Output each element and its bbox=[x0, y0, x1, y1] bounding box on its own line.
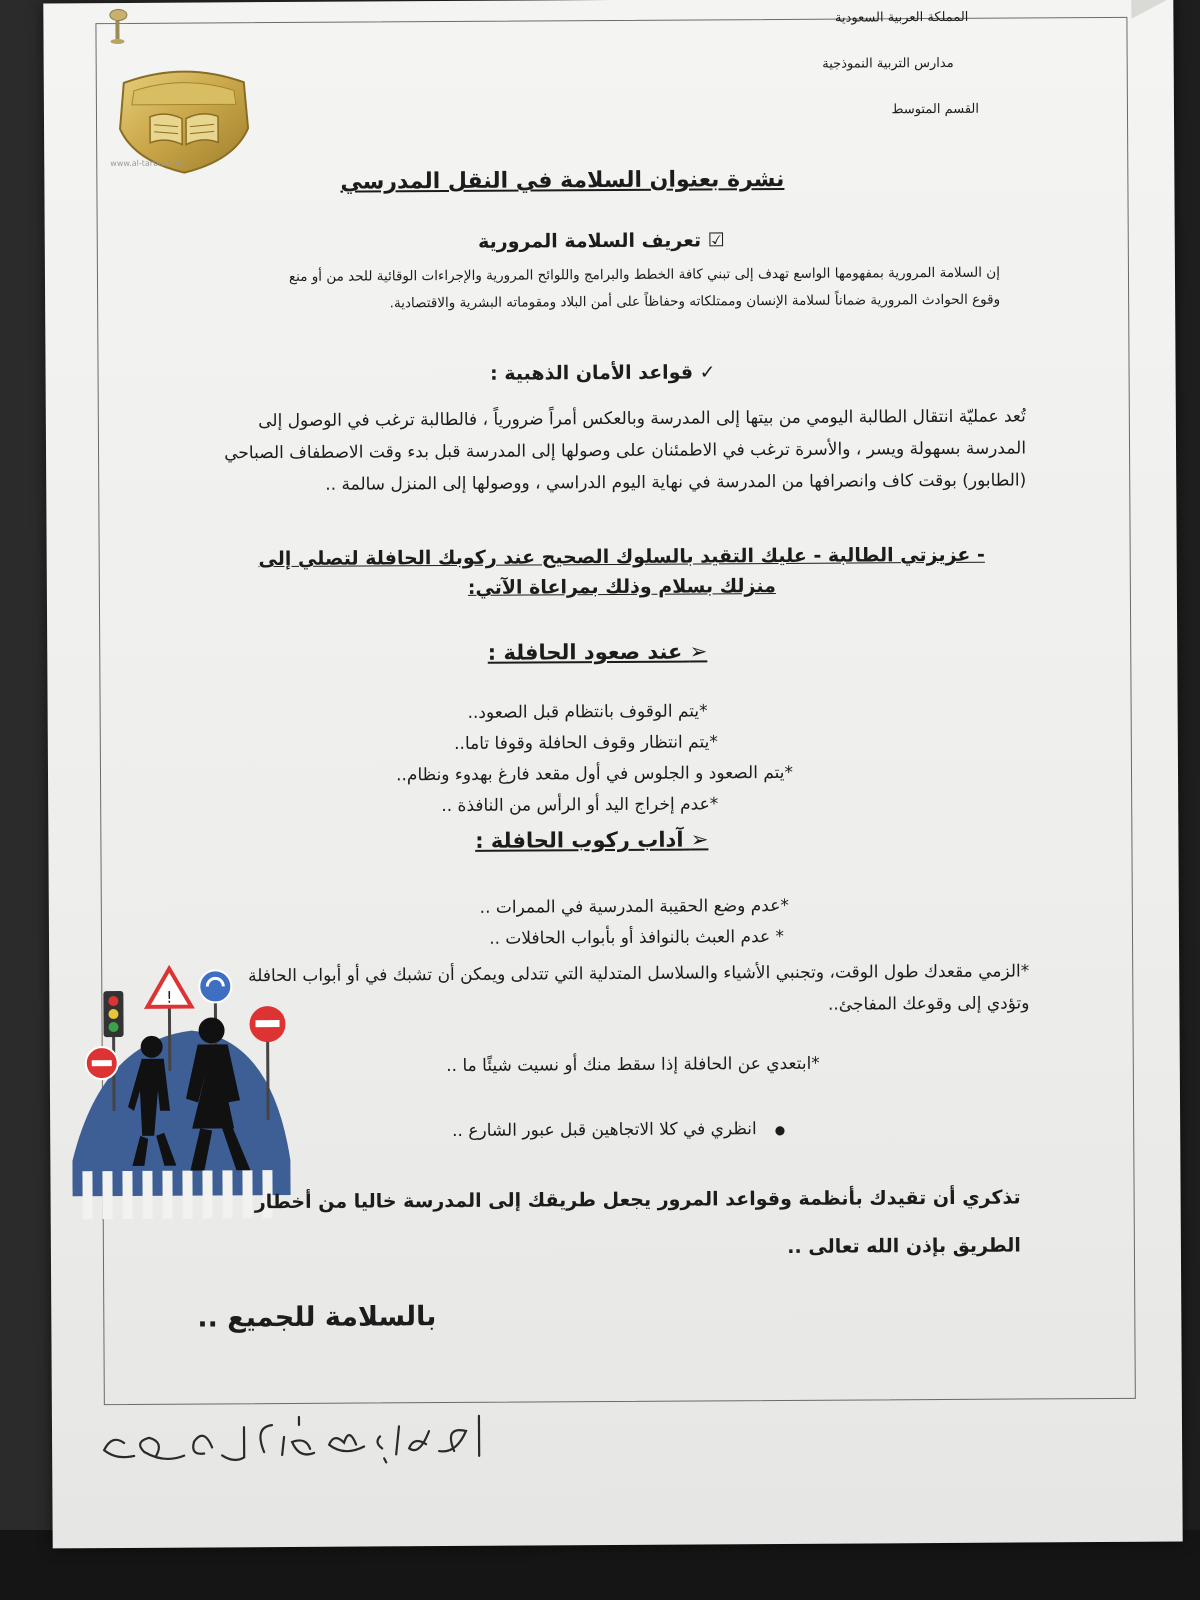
arrow-icon: ➢ bbox=[690, 827, 709, 852]
reminder-text: تذكري أن تقيدك بأنظمة وقواعد المرور يجعل طريقك إلى المدرسة خاليا من أخطار الطريق بإذن الله تعالى .. bbox=[254, 1186, 1021, 1258]
header-section: القسم المتوسط bbox=[891, 101, 980, 118]
boarding-heading-text: عند صعود الحافلة : bbox=[487, 639, 683, 665]
bullet-item: ●انظري في كلا الاتجاهين قبل عبور الشارع .. bbox=[452, 1119, 786, 1141]
list-item: *عدم وضع الحقيبة المدرسية في الممرات .. bbox=[479, 895, 789, 918]
checkbox-icon: ☑ bbox=[707, 229, 725, 252]
check-icon: ✓ bbox=[699, 361, 716, 384]
document-page bbox=[43, 0, 1182, 1548]
list-item: *يتم الصعود و الجلوس في أول مقعد فارغ بهدوء ونظام.. bbox=[396, 762, 794, 786]
riding-heading-text: آداب ركوب الحافلة : bbox=[475, 827, 684, 853]
list-item: *الزمي مقعدك طول الوقت، وتجنبي الأشياء والسلاسل المتدلية التي تتدلى ويمكن أن تشبك في أو أبواب الحافلة وتؤدي إلى وقوعك المفاجئ.. bbox=[247, 961, 1030, 1015]
list-item: *ابتعدي عن الحافلة إذا سقط منك أو نسيت شيئًا ما .. bbox=[446, 1053, 820, 1077]
page-title: نشرة بعنوان السلامة في النقل المدرسي bbox=[340, 166, 785, 195]
logo-url: www.al-tarbia.com bbox=[110, 158, 185, 169]
riding-heading bbox=[475, 827, 708, 852]
boarding-heading bbox=[488, 639, 708, 664]
section-heading-text: تعريف السلامة المرورية bbox=[478, 229, 702, 253]
header-school: مدارس التربية النموذجية bbox=[822, 55, 954, 72]
list-item: *عدم إخراج اليد أو الرأس من النافذة .. bbox=[441, 794, 719, 817]
list-item: * عدم العبث بالنوافذ أو بأبواب الحافلات .. bbox=[489, 926, 785, 949]
list-item: *يتم انتظار وقوف الحافلة وقوفا تاما.. bbox=[454, 732, 718, 754]
golden-rules-heading bbox=[490, 361, 716, 384]
pushpin-icon bbox=[109, 9, 125, 39]
student-note: - عزيزتي الطالبة - عليك التقيد بالسلوك الصحيح عند ركوبك الحافلة لتصلي إلى منزلك بسلام وذلك بمراعاة الآتي: bbox=[258, 543, 985, 599]
stop-sign-icon bbox=[86, 1047, 118, 1079]
closing-text: بالسلامة للجميع .. bbox=[197, 1301, 437, 1334]
arrow-icon: ➢ bbox=[689, 639, 708, 664]
section-heading-text: قواعد الأمان الذهبية : bbox=[490, 361, 694, 385]
section-definition-heading bbox=[478, 229, 725, 253]
list-item: *يتم الوقوف بانتظام قبل الصعود.. bbox=[467, 701, 708, 723]
bullet-text: انظري في كلا الاتجاهين قبل عبور الشارع .. bbox=[452, 1119, 757, 1141]
svg-text:!: ! bbox=[166, 987, 173, 1007]
definition-paragraph: إن السلامة المرورية بمفهومها الواسع تهدف إلى تبني كافة الخطط والبرامج واللوائح المرورية والإجراءات الوقائية للحد من أو منع وقوع الحوادث المرورية ضماناً لسلامة الإنسان وممتلكاته وحفاظاً على أمن البلاد ومقوماته البشرية والاقتصادية. bbox=[288, 264, 1001, 312]
golden-rules-paragraph: تُعد عمليّة انتقال الطالبة اليومي من بيتها إلى المدرسة وبالعكس أمراً ضرورياً ، فالطالبة ترغب في الوصول إلى المدرسة بسهولة ويسر ، والأسرة ترغب في الاطمئنان على وصولها إلى المدرسة قبل بدء وقت الاصطفاف الصباحي (الطابور) بوقت كاف وانصرافها من المدرسة في نهاية اليوم الدراسي ، ووصولها إلى المنزل سالمة .. bbox=[224, 406, 1027, 495]
handwritten-signature bbox=[94, 1396, 495, 1488]
page-corner-fold bbox=[1131, 0, 1173, 19]
header-country: المملكة العربية السعودية bbox=[834, 9, 969, 26]
